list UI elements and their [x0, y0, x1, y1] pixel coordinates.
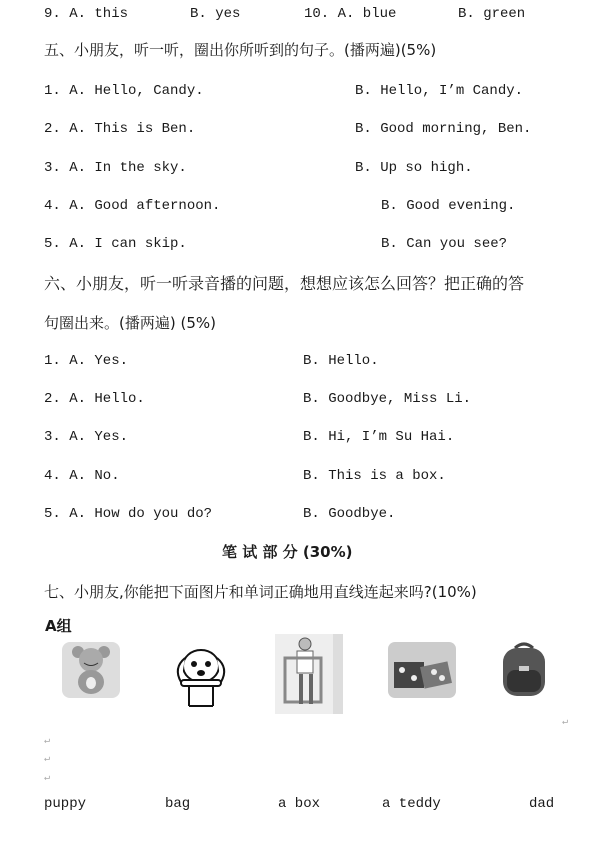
s6-q3-b: B. Hi, I’m Su Hai.: [303, 429, 455, 445]
q10-option-b: B. green: [458, 6, 526, 22]
school-bag-picture: [493, 640, 555, 700]
word-a-box: a box: [278, 796, 321, 812]
s6-q5-b: B. Goodbye.: [303, 506, 396, 522]
s5-q4-a: 4. A. Good afternoon.: [44, 198, 221, 214]
s5-q3-a: 3. A. In the sky.: [44, 160, 187, 176]
s6-q2-b: B. Goodbye, Miss Li.: [303, 391, 472, 407]
paragraph-mark: ↵: [44, 773, 51, 784]
s5-q2-b: B. Good morning, Ben.: [355, 121, 532, 137]
s6-q1-b: B. Hello.: [303, 353, 379, 369]
s6-q4-b: B. This is a box.: [303, 468, 446, 484]
section7-heading: 七、小朋友,你能把下面图片和单词正确地用直线连起来吗?(10%): [44, 583, 477, 601]
word-bag: bag: [165, 796, 191, 812]
man-on-chair-picture: [275, 634, 343, 714]
s5-q1-b: B. Hello, I’m Candy.: [355, 83, 524, 99]
s5-q4-b: B. Good evening.: [381, 198, 516, 214]
q9-option-b: B. yes: [190, 6, 241, 22]
s6-q2-a: 2. A. Hello.: [44, 391, 145, 407]
paragraph-mark: ↵: [44, 736, 51, 747]
word-puppy: puppy: [44, 796, 87, 812]
written-section-title: 笔 试 部 分 (30%): [222, 543, 353, 561]
paragraph-mark: ↵: [44, 754, 51, 765]
word-dad: dad: [529, 796, 555, 812]
s5-q3-b: B. Up so high.: [355, 160, 473, 176]
s5-q5-a: 5. A. I can skip.: [44, 236, 187, 252]
section6-heading-line2: 句圈出来。(播两遍) (5%): [44, 314, 216, 332]
s5-q2-a: 2. A. This is Ben.: [44, 121, 196, 137]
q10-option-a: 10. A. blue: [304, 6, 397, 22]
s6-q4-a: 4. A. No.: [44, 468, 120, 484]
puppy-picture: [165, 640, 237, 712]
s5-q1-a: 1. A. Hello, Candy.: [44, 83, 204, 99]
toy-box-picture: [388, 640, 458, 700]
q9-option-a: 9. A. this: [44, 6, 129, 22]
s5-q5-b: B. Can you see?: [381, 236, 508, 252]
section5-heading: 五、小朋友，听一听，圈出你所听到的句子。(播两遍)(5%): [44, 41, 437, 59]
s6-q3-a: 3. A. Yes.: [44, 429, 129, 445]
s6-q5-a: 5. A. How do you do?: [44, 506, 213, 522]
s6-q1-a: 1. A. Yes.: [44, 353, 129, 369]
group-a-label: A组: [45, 617, 72, 635]
paragraph-mark: ↵: [562, 717, 569, 728]
word-a-teddy: a teddy: [382, 796, 441, 812]
teddy-bear-picture: [62, 640, 122, 700]
section6-heading-line1: 六、小朋友，听一听录音播的问题，想想应该怎么回答？把正确的答: [44, 274, 525, 293]
